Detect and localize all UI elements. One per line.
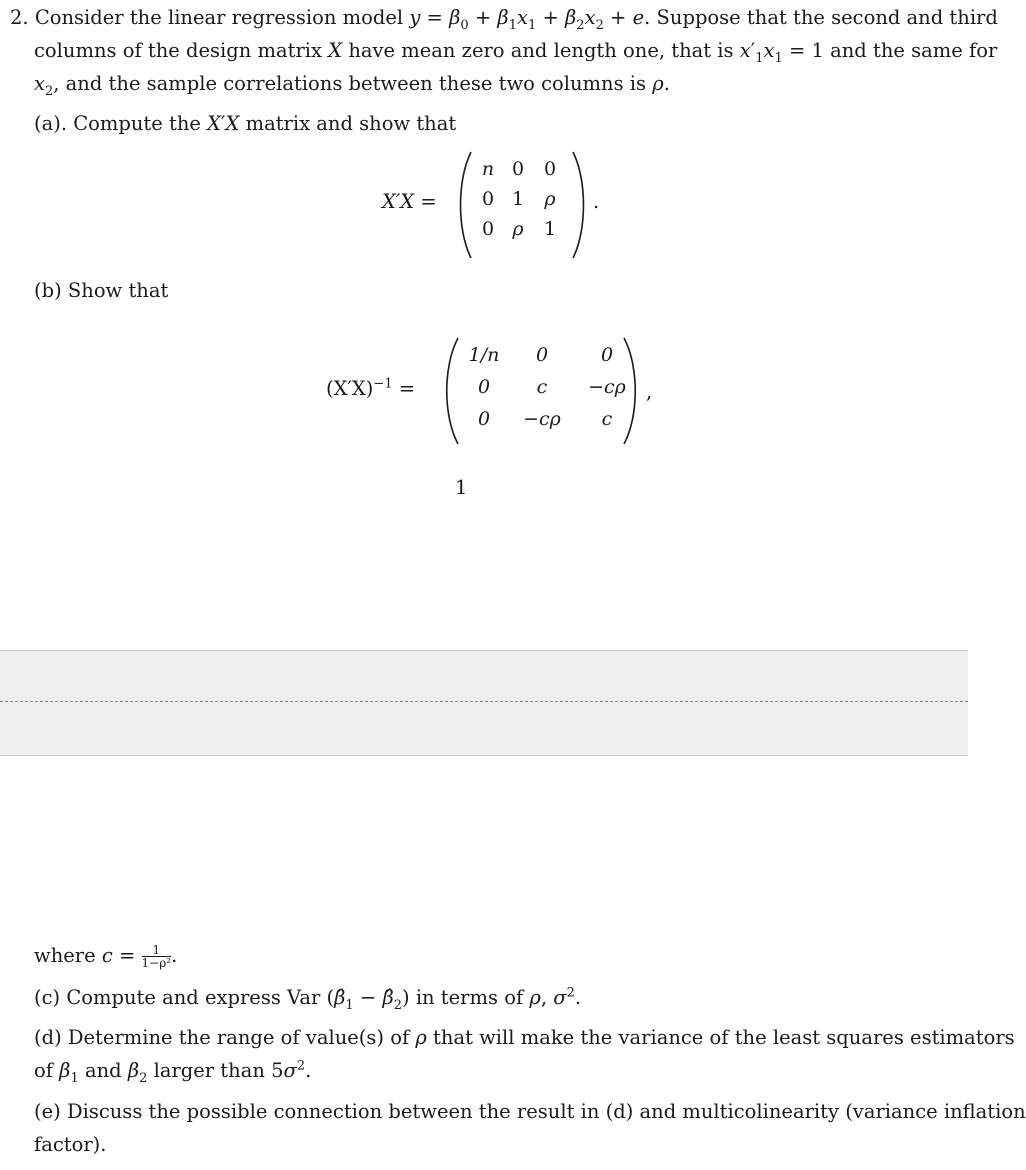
matrix-b-cell-1-1: c — [536, 376, 548, 398]
matrix-a-cell-0-1: 0 — [511, 158, 525, 180]
left-paren-icon — [440, 336, 462, 446]
part-a-label: (a). Compute the X′X matrix and show that — [34, 112, 457, 135]
matrix-a-cell-2-1: ρ — [512, 218, 524, 240]
matrix-xtx — [474, 158, 566, 240]
part-e-line2: factor). — [34, 1133, 107, 1156]
matrix-b-cell-2-1: −cρ — [523, 408, 561, 430]
matrix-b-cell-0-1: 0 — [535, 344, 549, 366]
matrix-a-cell-0-2: 0 — [543, 158, 557, 180]
right-paren-icon — [570, 150, 590, 260]
page-break-band — [0, 650, 968, 756]
matrix-b-cell-1-2: −cρ — [588, 376, 626, 398]
part-e-line1: (e) Discuss the possible connection between the result in (d) and multicolinearity (variance inflation — [34, 1100, 1026, 1123]
problem-intro-line2: columns of the design matrix X have mean zero and length one, that is $x'_1x_1 = 1$ and the same for — [34, 39, 998, 66]
matrix-a-cell-2-2: 1 — [543, 218, 557, 240]
problem-intro-line1: 2. Consider the linear regression model $y = \beta_0 + \beta_1x_1 + \beta_2x_2 + e$. Suppose that the second and third — [10, 6, 998, 33]
problem-intro-line3: $x_2$, and the sample correlations between these two columns is ρ. — [34, 72, 670, 99]
stray-number: 1 — [455, 476, 468, 499]
right-paren-icon — [620, 336, 642, 446]
part-a-period: . — [593, 190, 600, 213]
matrix-b-cell-1-0: 0 — [477, 376, 491, 398]
left-paren-icon — [454, 150, 474, 260]
part-d-line2: of $\beta_1$ and $\beta_2$ larger than $5\sigma^2$. — [34, 1058, 312, 1086]
matrix-b-cell-0-2: 0 — [600, 344, 614, 366]
part-c: (c) Compute and express Var ($\betâ_1$ − $\betâ_2$) in terms of ρ, $\sigma^2$. — [34, 985, 582, 1013]
matrix-a-cell-1-2: ρ — [544, 188, 556, 210]
c-fraction: $\frac{1}{\text{1−ρ²}}$ — [141, 943, 172, 970]
matrix-b-cell-0-0: 1/n — [468, 344, 500, 366]
matrix-a-cell-0-0: n — [481, 158, 495, 180]
matrix-a-cell-1-1: 1 — [511, 188, 525, 210]
matrix-xtx-inverse — [462, 344, 636, 430]
matrix-b-cell-2-2: c — [601, 408, 613, 430]
matrix-b-cell-2-0: 0 — [477, 408, 491, 430]
part-b-label: (b) Show that — [34, 279, 169, 302]
problem-number: 2. — [10, 6, 29, 29]
part-a-lhs: X′X = — [382, 190, 437, 213]
regression-equation: $y = \beta_0 + \beta_1x_1 + \beta_2x_2 + e$ — [409, 6, 645, 33]
part-b-lhs: $(X'X)^{-1}$ = — [326, 376, 416, 400]
part-b-comma: , — [646, 380, 653, 403]
matrix-a-cell-1-0: 0 — [481, 188, 495, 210]
where-c-definition: where c = $\frac{1}{\text{1−ρ²}}$ . — [34, 943, 178, 970]
part-d-line1: (d) Determine the range of value(s) of ρ that will make the variance of the least squares estimators — [34, 1026, 1015, 1049]
page-break-divider — [0, 701, 968, 702]
matrix-a-cell-2-0: 0 — [481, 218, 495, 240]
